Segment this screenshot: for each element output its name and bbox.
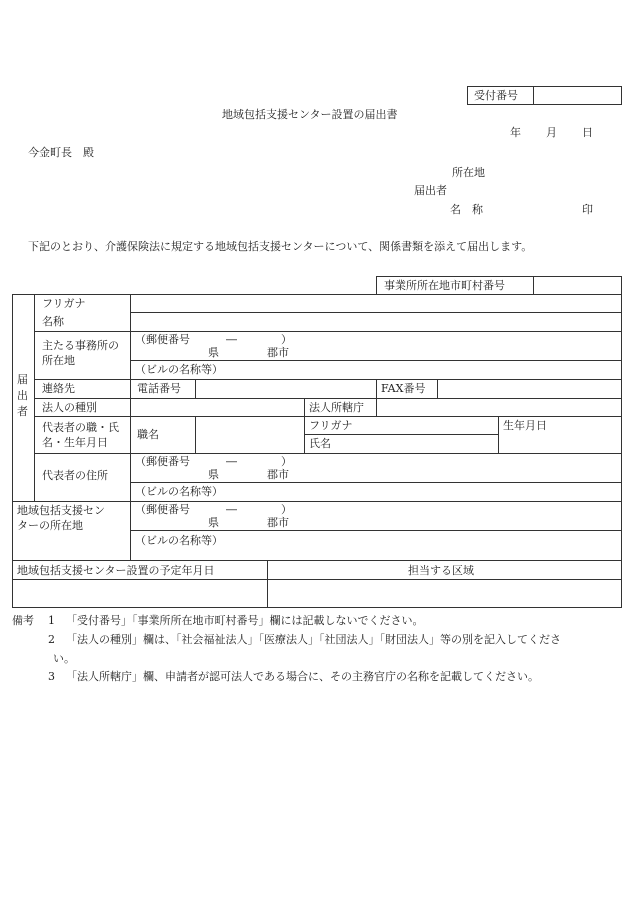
center-prefecture: 県 [208, 516, 219, 529]
date-day: 日 [582, 126, 593, 139]
receipt-number-divider [533, 86, 534, 105]
note-2-text: 「法人の種別」欄は、「社会福祉法人」「医療法人」「社団法人」「財団法人」等の別を記入してくださ [66, 633, 561, 646]
date-year: 年 [510, 126, 521, 139]
row-line [34, 453, 622, 454]
area-field[interactable] [267, 579, 622, 608]
rep-address-building: （ビルの名称等） [135, 485, 223, 498]
row-line [34, 416, 622, 417]
row-line [12, 560, 622, 561]
main-office-building: （ビルの名称等） [135, 363, 223, 376]
municipality-number-label: 事業所所在地市町村番号 [384, 279, 505, 292]
main-office-prefecture: 県 [208, 346, 219, 359]
cell-divider [195, 379, 196, 398]
fax-field[interactable] [439, 380, 620, 397]
main-office-county-city: 郡市 [267, 346, 289, 359]
receipt-number-field[interactable] [535, 87, 621, 104]
note-3-number: 3 [48, 670, 55, 683]
rep-address-postal-close: ） [281, 455, 292, 468]
notifier-address-label: 所在地 [452, 166, 485, 179]
contact-label: 連絡先 [42, 382, 75, 395]
receipt-number-label: 受付番号 [474, 89, 518, 102]
planned-date-label: 地域包括支援センター設置の予定年月日 [17, 564, 215, 577]
notes-label: 備考 [12, 614, 34, 627]
municipality-number-divider [533, 276, 534, 295]
rep-info-label-1: 代表者の職・氏 [42, 421, 119, 434]
main-office-postal-close: ） [281, 333, 292, 346]
center-building: （ビルの名称等） [135, 534, 223, 547]
main-office-address-label-1: 主たる事務所の [42, 339, 119, 352]
center-county-city: 郡市 [267, 516, 289, 529]
main-office-address-label-2: 所在地 [42, 354, 75, 367]
center-location-label-1: 地域包括支援セン [17, 504, 105, 517]
name-label: 名称 [42, 315, 64, 328]
center-location-label-2: ターの所在地 [17, 519, 83, 532]
position-label: 職名 [137, 428, 159, 441]
notifier-vertical-1: 届 [17, 373, 28, 386]
center-postal-dash: ― [226, 503, 237, 516]
addressee: 今金町長 殿 [28, 146, 94, 159]
cell-divider [437, 379, 438, 398]
label-column-divider [130, 294, 131, 560]
name-field[interactable] [132, 314, 620, 330]
notifier-vertical-2: 出 [17, 389, 28, 402]
center-postal: （郵便番号 [135, 503, 190, 516]
row-line [130, 312, 622, 313]
cell-divider [195, 416, 196, 453]
corp-type-label: 法人の種別 [42, 401, 97, 414]
cell-divider [304, 416, 305, 453]
corp-authority-label: 法人所轄庁 [309, 401, 364, 414]
furigana-label: フリガナ [42, 297, 86, 310]
cell-divider [267, 560, 268, 580]
rep-address-label: 代表者の住所 [42, 469, 108, 482]
position-field[interactable] [197, 417, 303, 452]
cell-divider [376, 379, 377, 398]
form-title: 地域包括支援センター設置の届出書 [222, 108, 398, 121]
row-line [130, 360, 622, 361]
furigana-field[interactable] [132, 295, 620, 311]
corp-authority-field[interactable] [378, 399, 620, 415]
corp-type-field[interactable] [132, 399, 303, 415]
note-3-text: 「法人所轄庁」欄、申請者が認可法人である場合に、その主務官庁の名称を記載してください。 [66, 670, 539, 683]
rep-address-prefecture: 県 [208, 468, 219, 481]
notifier-name-label: 名 称 [450, 203, 483, 216]
rep-info-label-2: 名・生年月日 [42, 436, 108, 449]
row-line [12, 501, 622, 502]
rep-address-county-city: 郡市 [267, 468, 289, 481]
row-line [130, 530, 622, 531]
notifier-vertical-3: 者 [17, 405, 28, 418]
planned-date-field[interactable] [12, 579, 268, 608]
row-line [130, 482, 622, 483]
birth-date-label: 生年月日 [503, 419, 547, 432]
rep-address-postal: （郵便番号 [135, 455, 190, 468]
rep-address-postal-dash: ― [226, 455, 237, 468]
phone-field[interactable] [197, 380, 375, 397]
row-line [304, 434, 498, 435]
cell-divider [304, 398, 305, 416]
note-2-continuation: い。 [53, 652, 75, 665]
row-line [34, 331, 622, 332]
phone-label: 電話番号 [137, 382, 181, 395]
seal-mark: 印 [582, 203, 593, 216]
rep-furigana-label: フリガナ [309, 419, 353, 432]
cell-divider [498, 416, 499, 453]
rep-name-label: 氏名 [309, 437, 331, 450]
note-1-text: 「受付番号」「事業所所在地市町村番号」欄には記載しないでください。 [66, 614, 424, 627]
main-office-postal: （郵便番号 [135, 333, 190, 346]
area-label: 担当する区域 [408, 564, 474, 577]
municipality-number-field[interactable] [535, 277, 621, 294]
note-2-number: 2 [48, 633, 55, 646]
notifier-label: 届出者 [414, 184, 447, 197]
date-month: 月 [546, 126, 557, 139]
center-postal-close: ） [281, 503, 292, 516]
note-1-number: 1 [48, 614, 55, 627]
main-office-postal-dash: ― [226, 333, 237, 346]
cell-divider [376, 398, 377, 416]
intro-text: 下記のとおり、介護保険法に規定する地域包括支援センターについて、関係書類を添えて届出します。 [28, 240, 533, 253]
fax-label: FAX番号 [381, 382, 426, 395]
